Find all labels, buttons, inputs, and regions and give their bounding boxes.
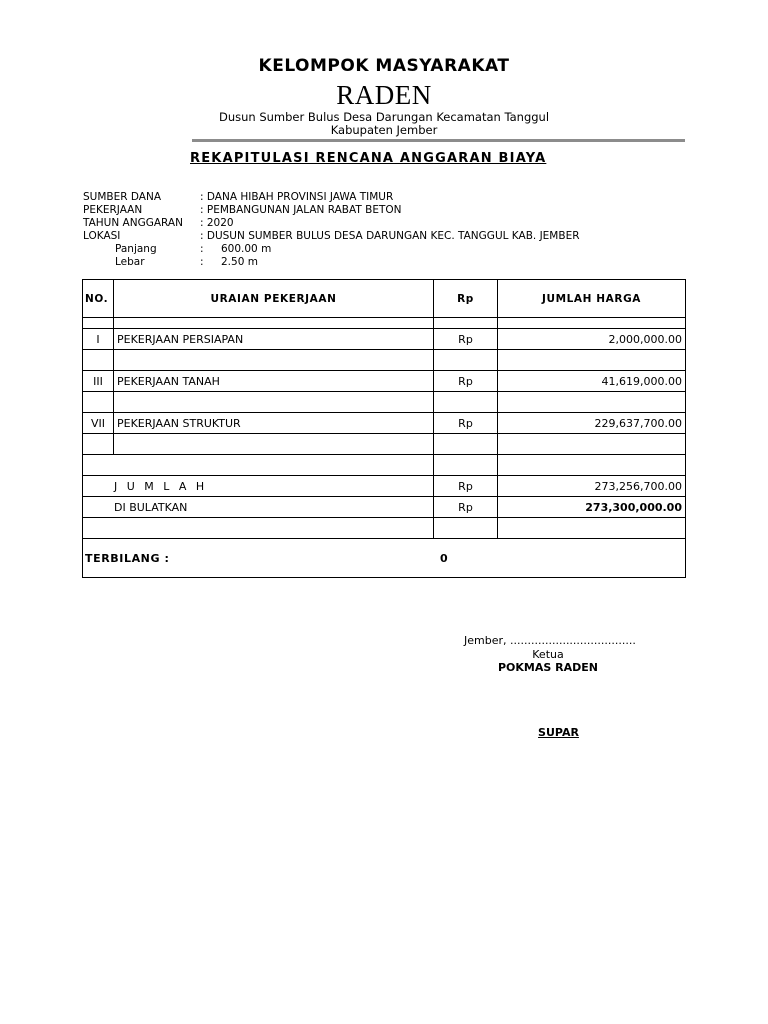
address-line-2: Kabupaten Jember: [330, 123, 438, 137]
table-header-row: [83, 280, 686, 318]
total-label: [83, 476, 434, 497]
header-jumlah: JUMLAH HARGA: [498, 280, 686, 318]
row-jumlah: 41,619,000.00: [498, 371, 686, 392]
table-spacer-row: [83, 318, 686, 329]
signatory-name: SUPAR: [538, 726, 579, 739]
row-rp: Rp: [434, 413, 498, 434]
header-uraian: URAIAN PEKERJAAN: [114, 280, 434, 318]
info-value: 600.00 m: [221, 243, 272, 255]
table-spacer-row: [83, 392, 686, 413]
row-uraian: PEKERJAAN STRUKTUR: [114, 413, 434, 434]
header-rp: Rp: [434, 280, 498, 318]
organization-subtitle: RADEN: [336, 80, 432, 110]
row-jumlah: 229,637,700.00: [498, 413, 686, 434]
address-line-1: Dusun Sumber Bulus Desa Darungan Kecamatan Tanggul: [218, 110, 550, 124]
table-row: [83, 413, 686, 434]
rounded-label: DI BULATKAN: [83, 497, 434, 518]
table-row: [83, 371, 686, 392]
row-uraian: PEKERJAAN PERSIAPAN: [114, 329, 434, 350]
header-no: NO.: [83, 280, 114, 318]
table-spacer-row: [83, 455, 686, 476]
table-spacer-row: [83, 518, 686, 539]
info-colon: :: [200, 256, 204, 268]
table-row: [83, 329, 686, 350]
signature-organization: POKMAS RADEN: [498, 661, 598, 674]
info-label: SUMBER DANA: [83, 191, 162, 203]
table-rounded-row: [83, 497, 686, 518]
row-rp: Rp: [434, 371, 498, 392]
info-value: 2.50 m: [221, 256, 258, 268]
table-total-row: [83, 476, 686, 497]
row-rp: Rp: [434, 329, 498, 350]
rounded-value: 273,300,000.00: [498, 497, 686, 518]
table-terbilang-row: [83, 539, 686, 578]
row-no: III: [83, 371, 114, 392]
total-value: 273,256,700.00: [498, 476, 686, 497]
header-divider: [192, 139, 685, 142]
table-spacer-row: [83, 350, 686, 371]
total-rp: Rp: [434, 476, 498, 497]
budget-recap-table: [82, 279, 686, 578]
info-value: : PEMBANGUNAN JALAN RABAT BETON: [200, 204, 402, 216]
row-no: I: [83, 329, 114, 350]
info-value: : DANA HIBAH PROVINSI JAWA TIMUR: [200, 191, 394, 203]
terbilang-cell: [83, 539, 686, 578]
info-label: Lebar: [115, 256, 145, 268]
info-label: LOKASI: [83, 230, 121, 242]
row-jumlah: 2,000,000.00: [498, 329, 686, 350]
rounded-rp: Rp: [434, 497, 498, 518]
total-label-text: J U M L A H: [114, 479, 208, 493]
signature-role: Ketua: [532, 648, 564, 661]
info-colon: :: [200, 243, 204, 255]
info-value: : DUSUN SUMBER BULUS DESA DARUNGAN KEC. TANGGUL KAB. JEMBER: [200, 230, 580, 242]
row-uraian: PEKERJAAN TANAH: [114, 371, 434, 392]
info-value: : 2020: [200, 217, 234, 229]
info-label: TAHUN ANGGARAN: [83, 217, 183, 229]
row-no: VII: [83, 413, 114, 434]
document-title: REKAPITULASI RENCANA ANGGARAN BIAYA: [190, 151, 547, 166]
terbilang-label: TERBILANG :: [85, 551, 170, 565]
table-spacer-row: [83, 434, 686, 455]
info-label: Panjang: [115, 243, 157, 255]
organization-name: KELOMPOK MASYARAKAT: [258, 56, 510, 76]
terbilang-value: 0: [440, 551, 449, 565]
signature-place-date: Jember, ....................................: [464, 634, 636, 647]
info-label: PEKERJAAN: [83, 204, 143, 216]
